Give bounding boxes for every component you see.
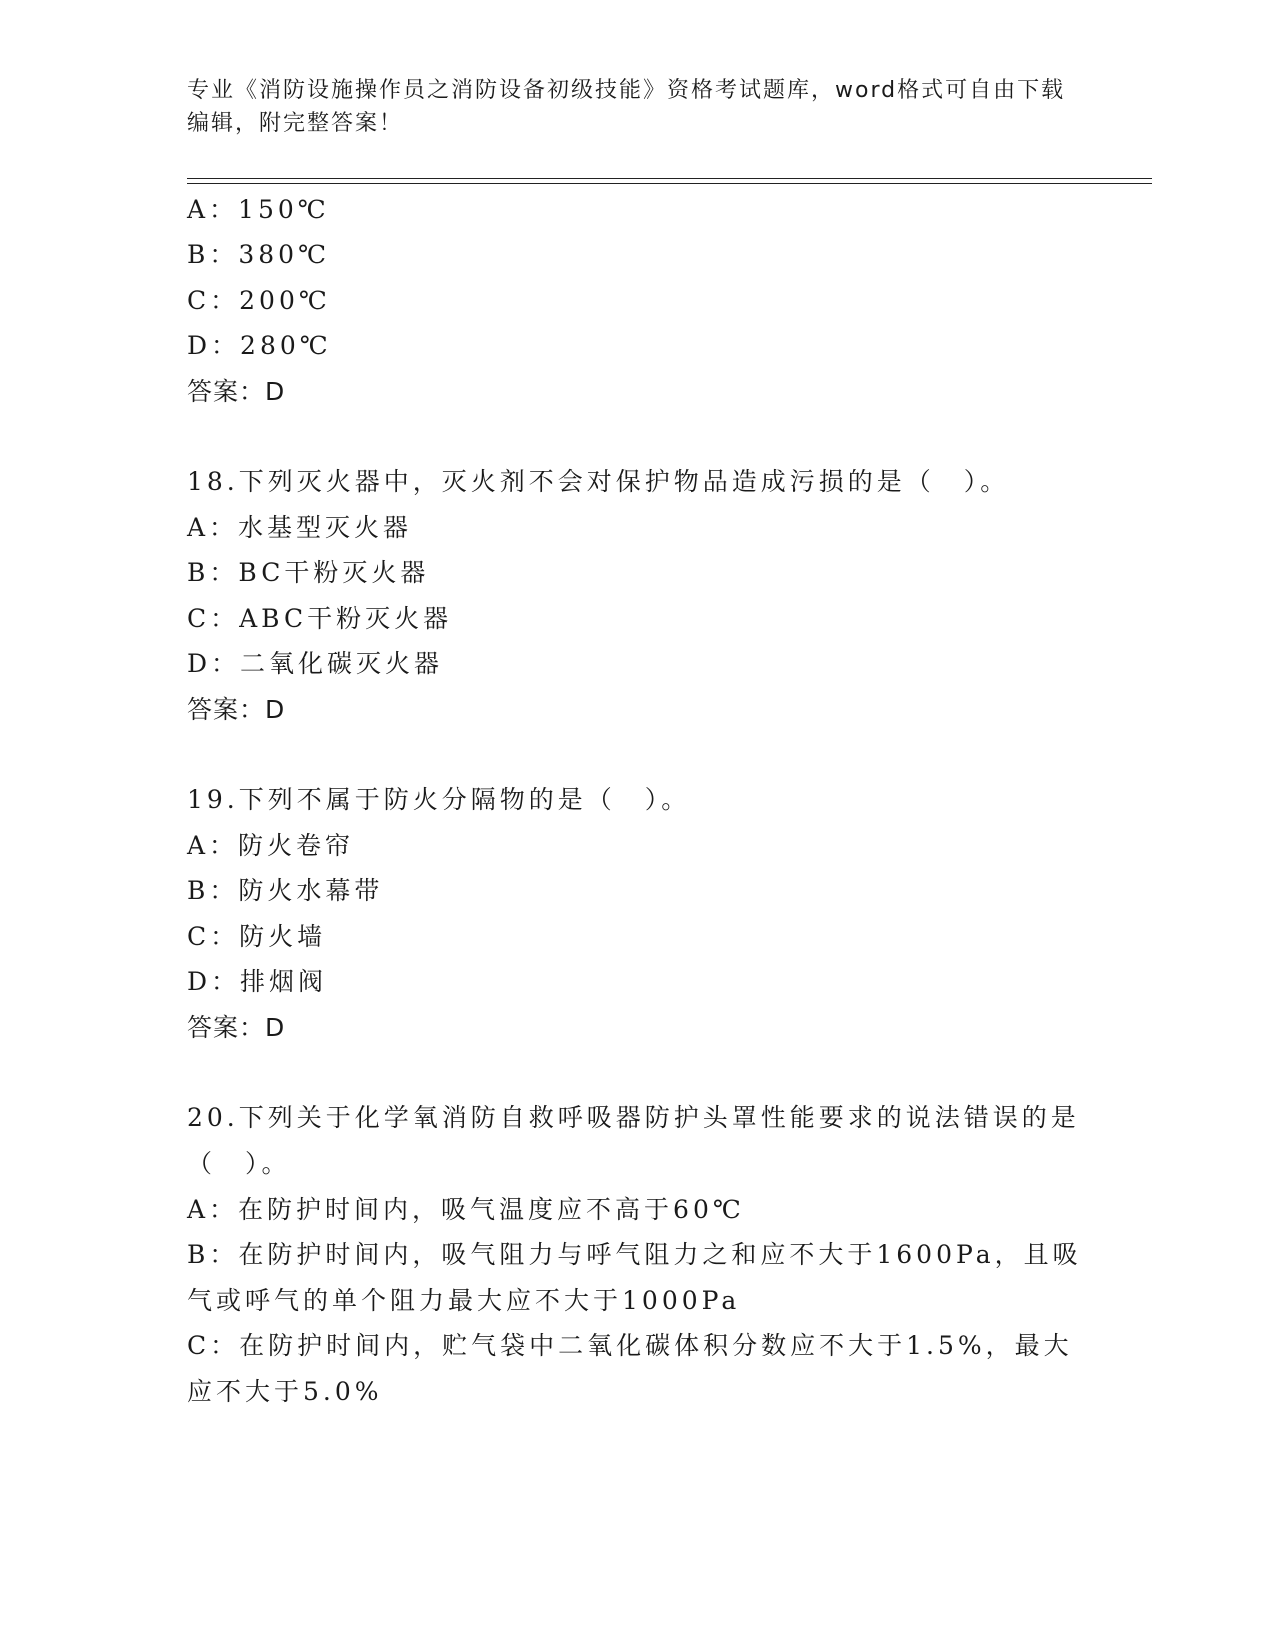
q17-option-c: C：200℃: [187, 286, 331, 315]
q17-answer: 答案：D: [187, 377, 286, 406]
q18-option-a: A：水基型灭火器: [187, 513, 413, 542]
q17-option-d: D：280℃: [187, 331, 332, 360]
q17-option-a: A：150℃: [187, 195, 330, 224]
document-header: 专业《消防设施操作员之消防设备初级技能》资格考试题库，word格式可自由下载编辑，附完整答案！: [187, 78, 1066, 136]
q19-option-a: A：防火卷帘: [187, 831, 355, 860]
q18-answer: 答案：D: [187, 695, 286, 724]
header-divider-bottom: [187, 183, 1152, 184]
q20-question: 20.下列关于化学氧消防自救呼吸器防护头罩性能要求的说法错误的是（ ）。: [187, 1103, 1080, 1178]
q19-answer: 答案：D: [187, 1013, 286, 1042]
q17-option-b: B：380℃: [187, 240, 331, 269]
q20-option-b: B：在防护时间内，吸气阻力与呼气阻力之和应不大于1600Pa，且吸气或呼气的单个阻力最大应不大于1000Pa: [187, 1240, 1082, 1315]
q18-question: 18.下列灭火器中，灭火剂不会对保护物品造成污损的是（ ）。: [187, 467, 1010, 496]
q20-option-c: C：在防护时间内，贮气袋中二氧化碳体积分数应不大于1.5%，最大应不大于5.0%: [187, 1331, 1073, 1406]
q18-option-d: D：二氧化碳灭火器: [187, 649, 444, 678]
q18-option-c: C：ABC干粉灭火器: [187, 604, 453, 633]
q20-option-a: A：在防护时间内，吸气温度应不高于60℃: [187, 1195, 745, 1224]
q19-option-d: D：排烟阀: [187, 967, 328, 996]
q19-option-c: C：防火墙: [187, 922, 327, 951]
q19-question: 19.下列不属于防火分隔物的是（ ）。: [187, 785, 691, 814]
q18-option-b: B：BC干粉灭火器: [187, 558, 430, 587]
header-divider-top: [187, 178, 1152, 179]
q19-option-b: B：防火水幕带: [187, 876, 384, 905]
